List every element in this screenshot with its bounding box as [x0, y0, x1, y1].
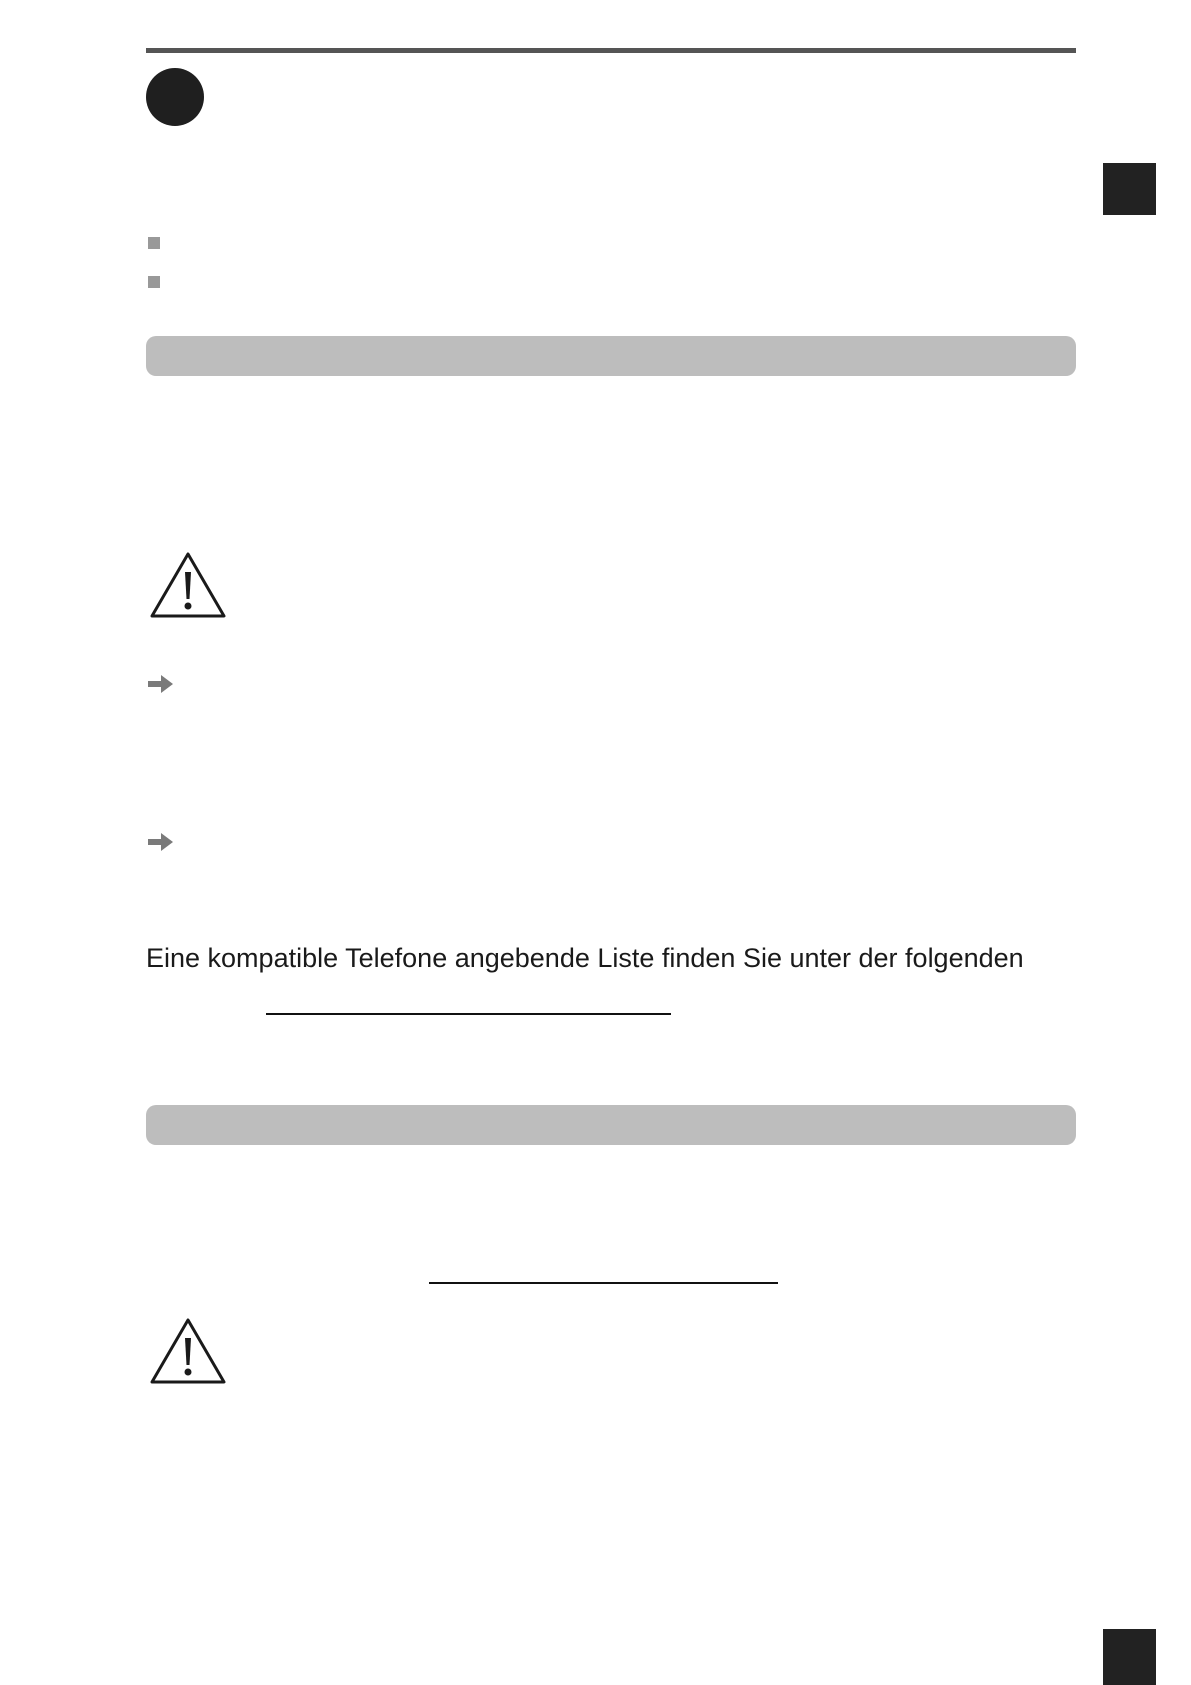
square-bullet-icon: [148, 237, 160, 249]
section-header-bar: [146, 336, 1076, 376]
side-tab-bottom: [1103, 1629, 1156, 1685]
warning-triangle-icon: [148, 1316, 228, 1386]
square-bullet-icon: [148, 276, 160, 288]
top-rule: [146, 48, 1076, 53]
arrow-right-icon: [146, 830, 176, 854]
arrow-right-icon: [146, 672, 176, 696]
section-header-bar: [146, 1105, 1076, 1145]
side-tab-top: [1103, 163, 1156, 215]
link-underline[interactable]: [266, 1013, 671, 1015]
compatible-phones-paragraph: Eine kompatible Telefone angebende Liste finden Sie unter der folgenden: [146, 943, 1024, 973]
warning-triangle-icon: [148, 550, 228, 620]
link-underline[interactable]: [429, 1282, 778, 1284]
chapter-number-circle: [146, 68, 204, 126]
